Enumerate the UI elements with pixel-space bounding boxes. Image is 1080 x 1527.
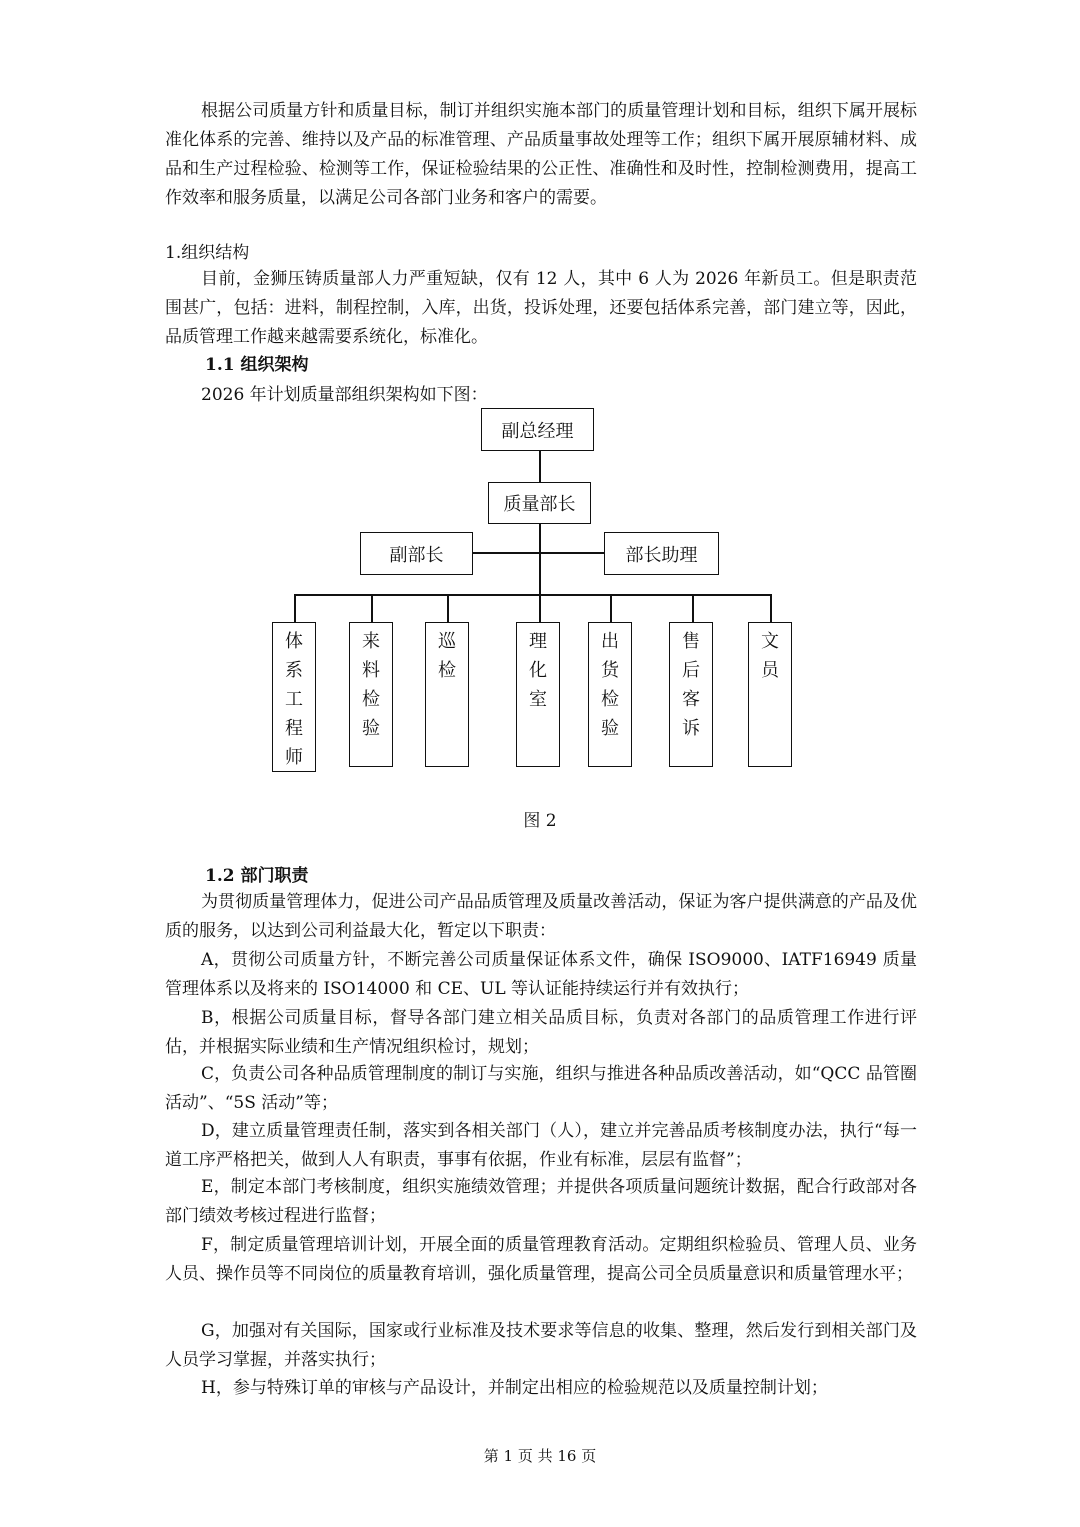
connector-manager [539, 524, 541, 594]
duty-b: B，根据公司质量目标，督导各部门建立相关品质目标，负责对各部门的品质管理工作进行评估，并根据实际业绩和生产情况组织检讨，规划； [165, 1008, 917, 1057]
connector-unit-5 [610, 594, 612, 622]
figure-caption: 图 2 [523, 811, 557, 831]
connector-unit-2 [371, 594, 373, 622]
connector-units-bar [294, 594, 771, 596]
org-unit-customer-complaints: 售后客诉 [669, 622, 713, 767]
intro-paragraph: 根据公司质量方针和质量目标，制订并组织实施本部门的质量管理计划和目标，组织下属开展标准化体系的完善、维持以及产品的标准管理、产品质量事故处理等工作；组织下属开展原辅材料、成品和生产过程检验、检测等工作，保证检验结果的公正性、准确性和及时性，控制检测费用，提高工作效率和服务质量，以满足公司各部门业务和客户的需要。 [165, 101, 917, 208]
connector-deputies [473, 552, 604, 554]
connector-unit-4 [539, 594, 541, 622]
org-unit-incoming-inspection: 来料检验 [349, 622, 393, 767]
duty-e: E，制定本部门考核制度，组织实施绩效管理；并提供各项质量问题统计数据，配合行政部对各部门绩效考核过程进行监督； [165, 1177, 917, 1226]
org-box-quality-manager: 质量部长 [488, 482, 591, 524]
connector-top [539, 451, 541, 482]
section-1-1-body: 2026 年计划质量部组织架构如下图： [201, 385, 488, 405]
org-unit-lab: 理化室 [516, 622, 560, 767]
org-unit-outgoing-inspection: 出货检验 [588, 622, 632, 767]
page-footer: 第 1 页 共 16 页 [483, 1447, 597, 1465]
connector-unit-6 [692, 594, 694, 622]
connector-unit-3 [447, 594, 449, 622]
duty-a: A，贯彻公司质量方针，不断完善公司质量保证体系文件，确保 ISO9000、IATF16949 质量管理体系以及将来的 ISO14000 和 CE、UL 等认证能持续运行并有效执行； [165, 950, 917, 999]
section-1-1-title: 1.1 组织架构 [205, 355, 309, 375]
duty-g: G，加强对有关国际，国家或行业标准及技术要求等信息的收集、整理，然后发行到相关部门及人员学习掌握，并落实执行； [165, 1321, 917, 1370]
org-box-vice-gm: 副总经理 [481, 408, 594, 451]
section-1-body: 目前，金狮压铸质量部人力严重短缺，仅有 12 人，其中 6 人为 2026 年新员工。但是职责范围甚广，包括：进料，制程控制，入库，出货，投诉处理，还要包括体系完善，部门建立等，因此，品质管理工作越来越需要系统化，标准化。 [165, 269, 917, 347]
duty-d: D，建立质量管理责任制，落实到各相关部门（人），建立并完善品质考核制度办法，执行“每一道工序严格把关，做到人人有职责，事事有依据，作业有标准，层层有监督”； [165, 1121, 917, 1170]
org-box-deputy-manager: 副部长 [360, 532, 473, 575]
connector-unit-1 [294, 594, 296, 622]
org-box-manager-assistant: 部长助理 [604, 532, 719, 575]
connector-unit-7 [770, 594, 772, 622]
section-1-title: 1.组织结构 [165, 243, 250, 263]
org-unit-system-engineer: 体系工程师 [272, 622, 316, 772]
section-1-2-title: 1.2 部门职责 [205, 866, 309, 886]
duty-h: H，参与特殊订单的审核与产品设计，并制定出相应的检验规范以及质量控制计划； [201, 1378, 828, 1398]
duty-c: C，负责公司各种品质管理制度的制订与实施，组织与推进各种品质改善活动，如“QCC 品管圈活动”、“5S 活动”等； [165, 1064, 917, 1113]
duty-f: F，制定质量管理培训计划，开展全面的质量管理教育活动。定期组织检验员、管理人员、业务人员、操作员等不同岗位的质量教育培训，强化质量管理，提高公司全员质量意识和质量管理水平； [165, 1235, 917, 1284]
org-unit-clerk: 文员 [748, 622, 792, 767]
org-unit-patrol-inspection: 巡检 [425, 622, 469, 767]
section-1-2-body: 为贯彻质量管理体力，促进公司产品品质管理及质量改善活动，保证为客户提供满意的产品及优质的服务，以达到公司利益最大化，暂定以下职责： [165, 892, 917, 941]
